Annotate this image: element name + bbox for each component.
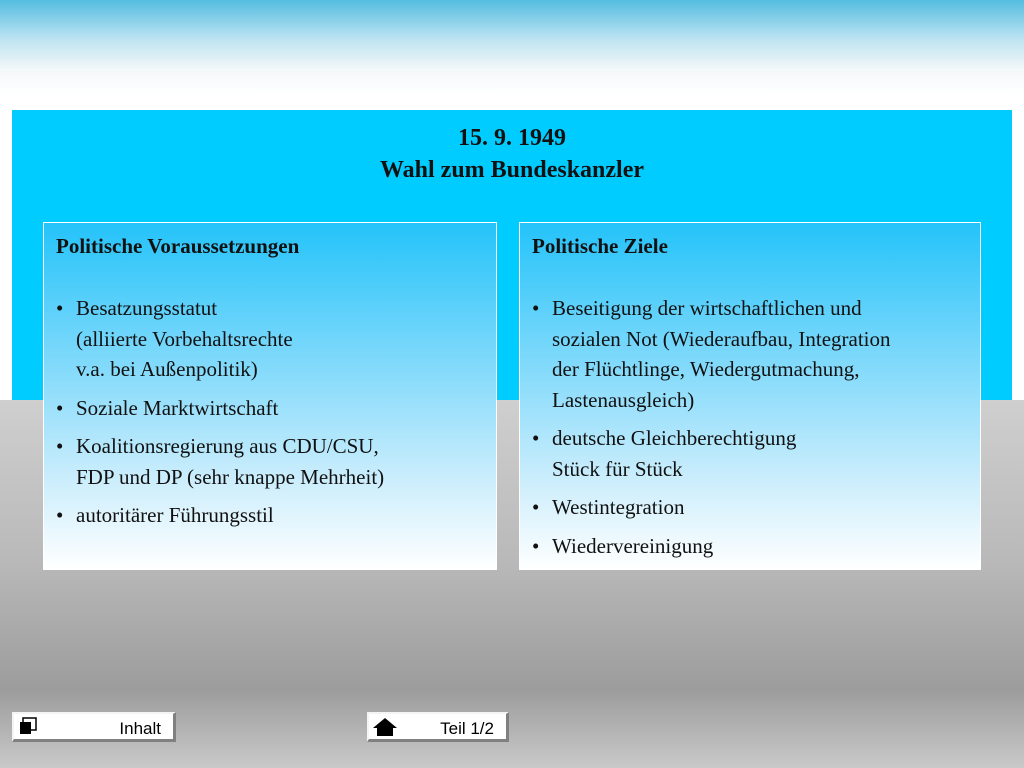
- bullet-icon: •: [56, 296, 64, 320]
- list-item: • Westintegration: [532, 492, 968, 523]
- slide-date: 15. 9. 1949: [458, 125, 566, 151]
- home-icon: [371, 716, 399, 738]
- bullet-icon: •: [532, 495, 540, 519]
- left-panel-preconditions: [43, 222, 497, 570]
- right-panel-goals: [519, 222, 981, 570]
- inhalt-button[interactable]: [12, 712, 176, 742]
- slide-heading: Wahl zum Bundeskanzler: [379, 157, 645, 183]
- top-gradient-strip: [0, 0, 1024, 95]
- left-panel-heading: Politische Voraussetzungen: [56, 234, 300, 258]
- list-item: • autoritärer Führungsstil: [56, 500, 484, 531]
- bullet-icon: •: [56, 434, 64, 458]
- bullet-icon: •: [532, 533, 540, 558]
- list-item: • Soziale Marktwirtschaft: [56, 393, 484, 424]
- bullet-icon: •: [532, 296, 540, 320]
- bullet-icon: •: [532, 426, 540, 450]
- list-item: • Wiedervereinigung: [532, 531, 968, 562]
- teil-label: Teil 1/2: [440, 719, 494, 738]
- bullet-icon: •: [56, 503, 64, 527]
- teil-button[interactable]: [367, 712, 509, 742]
- list-item: • Beseitigung der wirtschaftlichen und sozialen Not (Wiederaufbau, Integration der Flüchtlinge, Wiedergutmachung, Lastenausgleich): [532, 293, 968, 415]
- inhalt-label: Inhalt: [119, 719, 161, 738]
- list-item: • deutsche Gleichberechtigung Stück für Stück: [532, 423, 968, 484]
- right-panel-heading: Politische Ziele: [532, 234, 668, 258]
- list-item: • Besatzungsstatut (alliierte Vorbehaltsrechte v.a. bei Außenpolitik): [56, 293, 484, 385]
- document-icon: [18, 717, 38, 735]
- right-bullet-list: [532, 293, 968, 561]
- left-bullet-list: [56, 293, 484, 531]
- slide-title: [12, 122, 1012, 186]
- list-item: • Koalitionsregierung aus CDU/CSU, FDP und DP (sehr knappe Mehrheit): [56, 431, 484, 492]
- bullet-icon: •: [56, 395, 64, 420]
